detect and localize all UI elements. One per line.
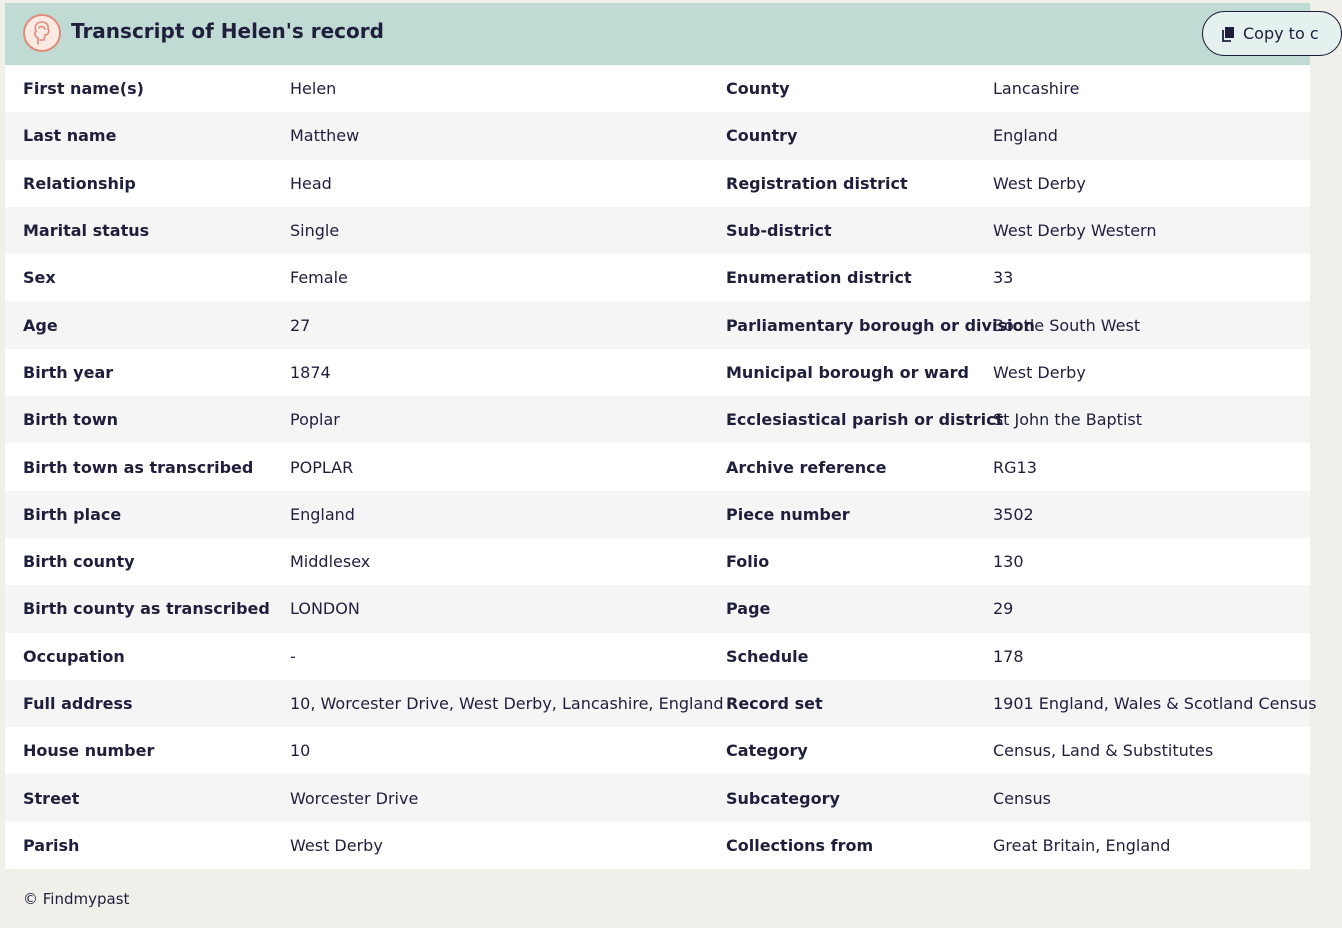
field-label: Collections from <box>726 835 874 855</box>
field-label: Piece number <box>726 504 850 524</box>
field-label: Birth place <box>23 504 122 524</box>
field-label: Country <box>726 126 798 146</box>
field-value: 10, Worcester Drive, West Derby, Lancashire, England <box>290 694 724 713</box>
field-value: 33 <box>993 268 1014 288</box>
table-row <box>5 680 1317 727</box>
table-row <box>5 491 1310 538</box>
field-label: Birth county as transcribed <box>23 599 270 619</box>
field-label: Full address <box>23 694 133 713</box>
field-label: Archive reference <box>726 457 887 477</box>
field-label: Schedule <box>726 646 809 666</box>
footer-copyright: © Findmypast <box>23 890 130 908</box>
field-value: Worcester Drive <box>290 788 419 808</box>
field-value: 178 <box>993 646 1024 666</box>
field-value: RG13 <box>993 457 1037 477</box>
field-label: Page <box>726 599 771 619</box>
field-label: Age <box>23 315 58 335</box>
field-label: Last name <box>23 126 117 146</box>
table-row <box>5 160 1310 207</box>
copy-document-icon <box>1221 26 1235 42</box>
copy-button-label: Copy to c <box>1243 24 1319 43</box>
field-label: Occupation <box>23 646 125 666</box>
field-label: Birth year <box>23 362 114 382</box>
field-label: Parish <box>23 835 80 855</box>
field-label: House number <box>23 741 155 761</box>
field-label: Parliamentary borough or division <box>726 315 1035 335</box>
field-value: Census, Land & Substitutes <box>993 741 1214 761</box>
field-label: County <box>726 79 790 99</box>
field-value: Female <box>290 268 348 288</box>
field-value: 10 <box>290 741 311 761</box>
table-row <box>5 774 1310 821</box>
field-label: Birth town <box>23 410 118 430</box>
field-value: 1901 England, Wales & Scotland Census <box>993 694 1317 713</box>
field-value: St John the Baptist <box>993 410 1142 430</box>
table-row <box>5 585 1310 632</box>
field-label: Ecclesiastical parish or district <box>726 410 1004 430</box>
table-row <box>5 254 1310 301</box>
field-value: Census <box>993 788 1051 808</box>
field-value: West Derby <box>993 362 1086 382</box>
table-row <box>5 822 1310 869</box>
page-title: Transcript of Helen's record <box>71 19 384 43</box>
table-row <box>5 349 1310 396</box>
table-row <box>5 65 1310 112</box>
field-label: Street <box>23 788 80 808</box>
field-value: Poplar <box>290 410 340 430</box>
field-label: First name(s) <box>23 79 144 99</box>
transcript-header <box>5 3 1319 65</box>
field-value: Single <box>290 221 340 241</box>
field-label: Relationship <box>23 173 136 193</box>
field-label: Marital status <box>23 221 150 241</box>
field-label: Folio <box>726 552 770 572</box>
field-value: Head <box>290 173 332 193</box>
table-row <box>5 301 1310 348</box>
record-table <box>5 65 1317 869</box>
field-value: Helen <box>290 79 337 99</box>
field-value: POPLAR <box>290 457 354 477</box>
copy-to-clipboard-button[interactable] <box>1202 11 1342 56</box>
field-label: Birth town as transcribed <box>23 457 254 477</box>
field-label: Registration district <box>726 173 908 193</box>
table-row <box>5 396 1310 443</box>
table-row <box>5 727 1310 774</box>
findmypast-logo-icon <box>23 14 61 52</box>
field-value: LONDON <box>290 599 360 619</box>
table-row <box>5 633 1310 680</box>
field-value: West Derby Western <box>993 221 1157 241</box>
field-value: 3502 <box>993 504 1034 524</box>
field-label: Record set <box>726 694 823 713</box>
field-label: Sub-district <box>726 221 832 241</box>
table-row <box>5 443 1310 490</box>
field-value: Bootle South West <box>993 315 1141 335</box>
field-label: Municipal borough or ward <box>726 362 969 382</box>
field-value: Matthew <box>290 126 360 146</box>
field-value: England <box>290 504 355 524</box>
field-value: West Derby <box>290 835 383 855</box>
field-label: Category <box>726 741 808 761</box>
field-value: 27 <box>290 315 311 335</box>
field-label: Enumeration district <box>726 268 912 288</box>
field-value: 1874 <box>290 362 331 382</box>
field-label: Sex <box>23 268 56 288</box>
transcript-card <box>5 3 1319 868</box>
field-value: Middlesex <box>290 552 371 572</box>
field-value: Lancashire <box>993 79 1080 99</box>
field-value: England <box>993 126 1058 146</box>
field-value: 29 <box>993 599 1014 619</box>
table-row <box>5 538 1310 585</box>
table-row <box>5 207 1310 254</box>
field-value: West Derby <box>993 173 1086 193</box>
field-value: 130 <box>993 552 1024 572</box>
field-value: - <box>290 646 296 666</box>
field-value: Great Britain, England <box>993 835 1171 855</box>
field-label: Birth county <box>23 552 135 572</box>
field-label: Subcategory <box>726 788 840 808</box>
table-row <box>5 112 1310 159</box>
